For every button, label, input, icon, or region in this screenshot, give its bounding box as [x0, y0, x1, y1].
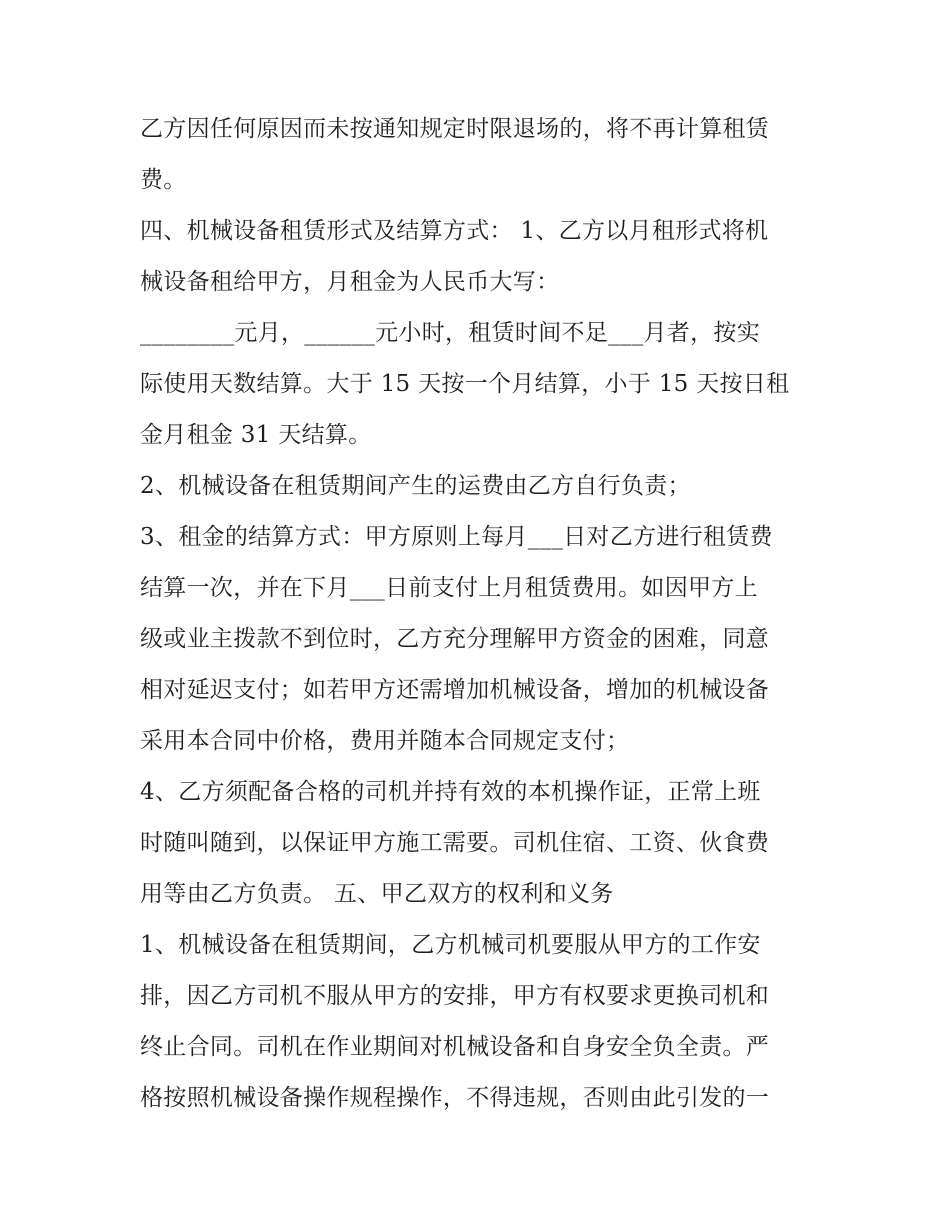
text-line: 械设备租给甲方，月租金为人民币大写： — [140, 269, 560, 295]
document-body — [140, 104, 820, 1124]
section-heading-line: 四、机械设备租赁形式及结算方式： 1、乙方以月租形式将机 — [140, 218, 769, 244]
text-line: 格按照机械设备操作规程操作，不得违规，否则由此引发的一 — [140, 1085, 770, 1111]
text-line: 排，因乙方司机不服从甲方的安排，甲方有权要求更换司机和 — [140, 983, 770, 1009]
text-line: 采用本合同中价格，费用并随本合同规定支付； — [140, 728, 630, 754]
text-line: ________元月，______元小时，租赁时间不足___月者，按实 — [140, 320, 760, 346]
clause-line: 4、乙方须配备合格的司机并持有效的本机操作证，正常上班 — [140, 779, 761, 805]
clause-line: 3、租金的结算方式：甲方原则上每月___日对乙方进行租赁费 — [140, 524, 773, 550]
text-line: 时随叫随到，以保证甲方施工需要。司机住宿、工资、伙食费 — [140, 830, 770, 856]
text-line: 乙方因任何原因而未按通知规定时限退场的，将不再计算租赁 — [140, 116, 770, 142]
text-line: 用等由乙方负责。 五、甲乙双方的权利和义务 — [140, 881, 614, 907]
text-line: 终止合同。司机在作业期间对机械设备和自身安全负全责。严 — [140, 1034, 770, 1060]
clause-line: 1、机械设备在租赁期间，乙方机械司机要服从甲方的工作安 — [140, 932, 761, 958]
clause-line: 2、机械设备在租赁期间产生的运费由乙方自行负责； — [140, 473, 691, 499]
text-line: 际使用天数结算。大于 15 天按一个月结算，小于 15 天按日租 — [140, 371, 790, 397]
text-line: 级或业主拨款不到位时，乙方充分理解甲方资金的困难，同意 — [140, 626, 770, 652]
text-line: 相对延迟支付；如若甲方还需增加机械设备，增加的机械设备 — [140, 677, 770, 703]
text-line: 费。 — [140, 167, 187, 193]
text-line: 金月租金 31 天结算。 — [140, 422, 372, 448]
text-line: 结算一次，并在下月___日前支付上月租赁费用。如因甲方上 — [140, 575, 758, 601]
